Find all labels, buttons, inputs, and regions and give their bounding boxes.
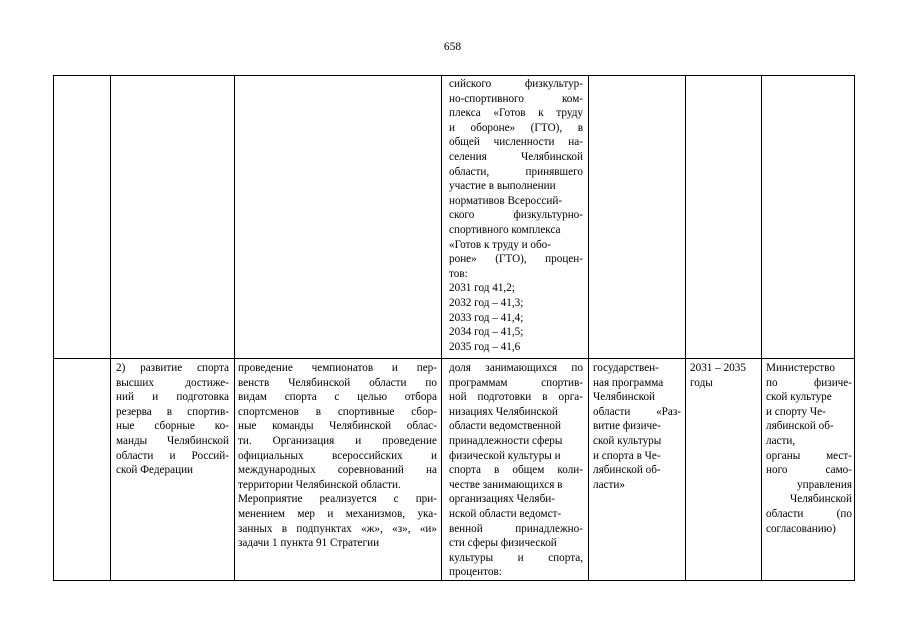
program-cell — [593, 361, 681, 492]
text-line: резерва в спортив- — [116, 405, 229, 418]
text-line: организациях Челяби- — [449, 493, 555, 506]
column-divider — [685, 76, 686, 580]
activity-cell — [238, 361, 437, 551]
text-line: ного само- — [766, 464, 852, 477]
text-line: программам спортив- — [449, 376, 583, 389]
text-line: Министерство — [766, 362, 835, 374]
text-line: области «Раз- — [593, 405, 681, 418]
column-divider — [441, 76, 442, 580]
text-line: годы — [690, 376, 713, 389]
text-line: доля занимающихся по — [449, 362, 583, 374]
text-line: участие в выполнении — [449, 180, 556, 193]
text-line: органы мест- — [766, 449, 852, 462]
text-line: честве занимающихся в — [449, 478, 563, 491]
text-line: процентов: — [449, 566, 502, 579]
text-line: и спорту Че- — [766, 405, 826, 418]
text-line: ласти» — [593, 478, 625, 491]
text-line: венной принадлежно- — [449, 522, 583, 535]
text-line: нормативов Всероссий- — [449, 194, 563, 207]
text-line: ная программа — [593, 376, 664, 389]
text-line: проведение чемпионатов и пер- — [238, 362, 437, 374]
text-line: ской культуре — [766, 391, 832, 404]
text-line: области и Россий- — [116, 449, 229, 462]
text-line: ти. Организация и проведение — [238, 434, 437, 447]
text-line: принадлежности сферы — [449, 434, 563, 447]
text-line: 2031 – 2035 — [690, 362, 746, 374]
text-line: сти сферы физической — [449, 537, 557, 550]
column-divider — [761, 76, 762, 580]
text-line: 2034 год – 41,5; — [449, 326, 524, 339]
text-line: и спорта в Че- — [593, 449, 661, 462]
text-line: сийского физкультур- — [449, 78, 583, 90]
text-line: Челябинской — [789, 493, 852, 506]
text-line: видам спорта с целью отбора — [238, 391, 437, 404]
text-line: нской области ведомст- — [449, 507, 562, 520]
text-line: области, принявшего — [449, 165, 583, 178]
text-line: спорта в общем коли- — [449, 464, 583, 477]
text-line: но-спортивного ком- — [449, 92, 583, 105]
text-line: витие физиче- — [593, 420, 661, 433]
text-line: Челябинской — [593, 391, 656, 404]
text-line: области ведомственной — [449, 420, 561, 433]
text-line: 2033 год – 41,4; — [449, 311, 524, 324]
term-cell — [690, 361, 758, 390]
text-line: спортсменов в спортивные сбор- — [238, 405, 437, 418]
text-line: роне» (ГТО), процен- — [449, 253, 583, 266]
text-line: ные сборные ко- — [116, 420, 229, 433]
text-line: тов: — [449, 267, 468, 280]
indicator-cell — [449, 361, 583, 580]
page-number: 658 — [443, 41, 462, 53]
text-line: «Готов к труду и обо- — [449, 238, 552, 251]
text-line: физической культуры и — [449, 449, 561, 462]
text-line: менением мер и механизмов, ука- — [238, 507, 437, 520]
text-line: по физиче- — [766, 376, 852, 389]
row1-indicator-cell — [449, 77, 583, 354]
text-line: ского физкультурно- — [449, 209, 583, 222]
text-line: плекса «Готов к труду — [449, 107, 583, 120]
text-line: международных соревнований на — [238, 464, 437, 477]
text-line: официальных всероссийских и — [238, 449, 437, 462]
measures-table — [53, 75, 855, 581]
text-line: области (по — [766, 507, 852, 520]
column-divider — [110, 76, 111, 580]
text-line: культуры и спорта, — [449, 551, 583, 564]
text-line: территории Челябинской области. — [238, 478, 401, 491]
responsible-cell — [766, 361, 852, 536]
task-cell — [116, 361, 229, 478]
text-line: высших достиже- — [116, 376, 229, 389]
text-line: манды Челябинской — [116, 434, 229, 447]
text-line: задачи 1 пункта 91 Стратегии — [238, 537, 380, 550]
text-line: общей численности на- — [449, 136, 583, 149]
text-line: ний и подготовка — [116, 391, 229, 404]
text-line: спортивного комплекса — [449, 223, 561, 236]
text-line: 2) развитие спорта — [116, 362, 229, 374]
text-line: 2035 год – 41,6 — [449, 340, 521, 353]
text-line: ные команды Челябинской облас- — [238, 420, 437, 433]
text-line: согласованию) — [766, 522, 836, 535]
text-line: управления — [797, 478, 852, 491]
text-line: ной подготовки в орга- — [449, 391, 583, 404]
column-divider — [234, 76, 235, 580]
text-line: ской культуры — [593, 434, 662, 447]
column-divider — [588, 76, 589, 580]
row-divider — [54, 358, 854, 359]
text-line: низациях Челябинской — [449, 405, 558, 418]
text-line: 2031 год 41,2; — [449, 282, 515, 295]
text-line: ласти, — [766, 434, 796, 447]
text-line: 2032 год – 41,3; — [449, 296, 524, 309]
text-line: Мероприятие реализуется с при- — [238, 493, 437, 506]
text-line: лябинской об- — [593, 464, 661, 477]
text-line: занных в подпунктах «ж», «з», «и» — [238, 522, 437, 535]
text-line: и обороне» (ГТО), в — [449, 121, 583, 134]
text-line: государствен- — [593, 362, 659, 374]
text-line: ской Федерации — [116, 464, 194, 477]
text-line: селения Челябинской — [449, 150, 583, 163]
text-line: венств Челябинской области по — [238, 376, 437, 389]
text-line: лябинской об- — [766, 420, 834, 433]
